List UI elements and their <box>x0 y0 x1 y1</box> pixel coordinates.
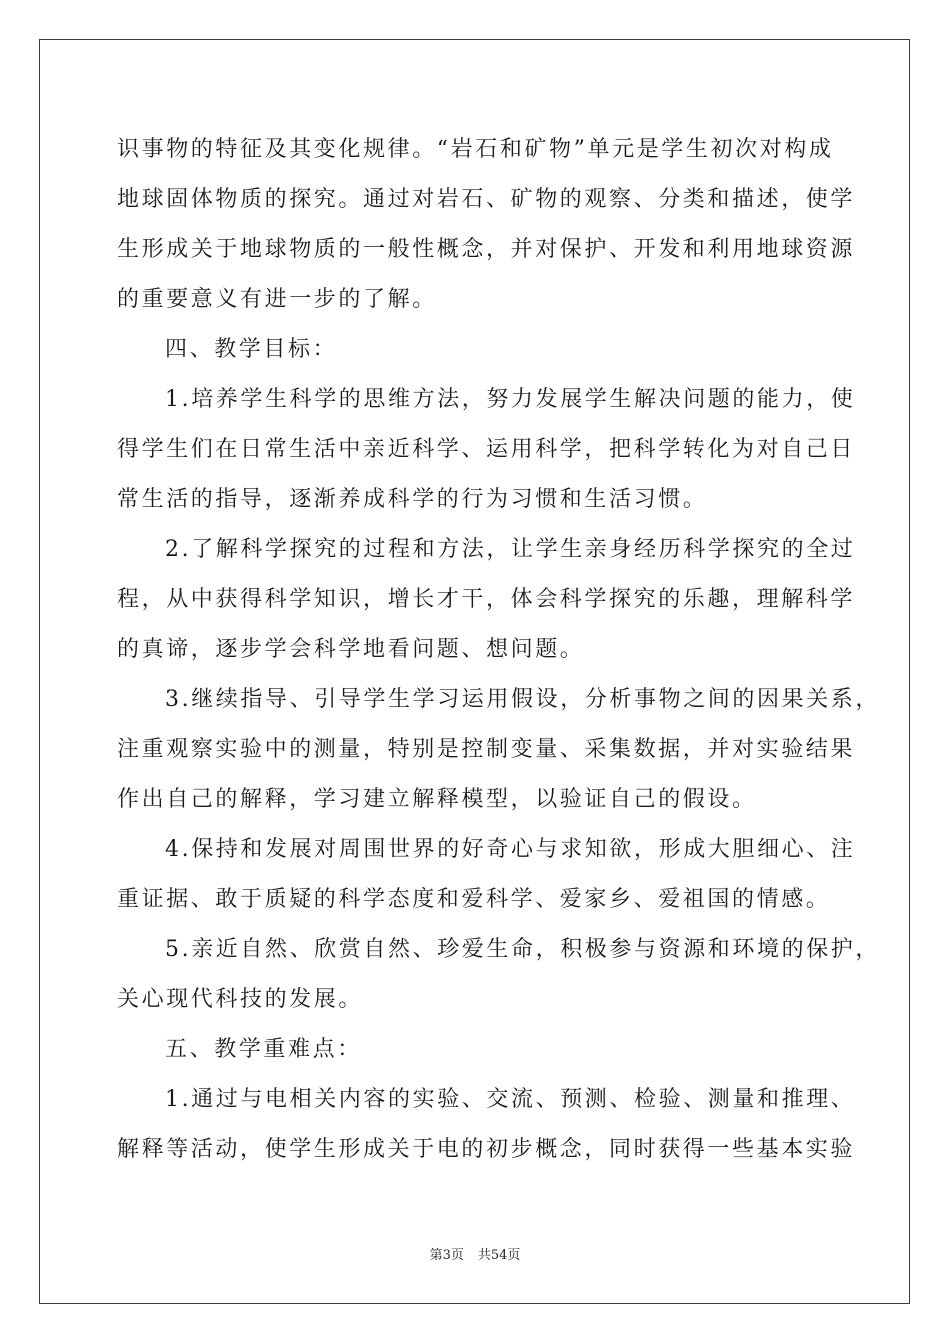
page-total: 共54页 <box>477 1248 521 1263</box>
text-line: 地球固体物质的探究。通过对岩石、矿物的观察、分类和描述，使学 <box>117 187 856 212</box>
text-line: 的重要意义有进一步的了解。 <box>117 287 437 312</box>
text-line: 常生活的指导，逐渐养成科学的行为习惯和生活习惯。 <box>117 487 708 512</box>
text-line: 2.了解科学探究的过程和方法，让学生亲身经历科学探究的全过 <box>165 537 856 562</box>
text-line: 5.亲近自然、欣赏自然、珍爱生命，积极参与资源和环境的保护， <box>165 937 880 962</box>
text-line: 识事物的特征及其变化规律。“岩石和矿物”单元是学生初次对构成 <box>117 137 834 162</box>
text-line: 4.保持和发展对周围世界的好奇心与求知欲，形成大胆细心、注 <box>165 837 856 862</box>
text-line: 关心现代科技的发展。 <box>117 987 364 1012</box>
text-line: 解释等活动，使学生形成关于电的初步概念，同时获得一些基本实验 <box>117 1137 856 1162</box>
text-line: 1.通过与电相关内容的实验、交流、预测、检验、测量和推理、 <box>165 1087 856 1112</box>
document-body <box>117 125 880 1175</box>
text-line: 作出自己的解释，学习建立解释模型，以验证自己的假设。 <box>117 787 757 812</box>
text-line: 生形成关于地球物质的一般性概念，并对保护、开发和利用地球资源 <box>117 237 856 262</box>
page-footer <box>0 1244 950 1263</box>
text-line: 得学生们在日常生活中亲近科学、运用科学，把科学转化为对自己日 <box>117 437 856 462</box>
text-line: 五、教学重难点： <box>165 1037 362 1062</box>
text-line: 1.培养学生科学的思维方法，努力发展学生解决问题的能力，使 <box>165 387 856 412</box>
text-line: 四、教学目标： <box>165 337 338 362</box>
text-line: 注重观察实验中的测量，特别是控制变量、采集数据，并对实验结果 <box>117 737 856 762</box>
text-line: 3.继续指导、引导学生学习运用假设，分析事物之间的因果关系， <box>165 687 880 712</box>
text-line: 的真谛，逐步学会科学地看问题、想问题。 <box>117 637 585 662</box>
page-number: 第3页 <box>429 1248 464 1263</box>
text-line: 程，从中获得科学知识，增长才干，体会科学探究的乐趣，理解科学 <box>117 587 856 612</box>
text-line: 重证据、敢于质疑的科学态度和爱科学、爱家乡、爱祖国的情感。 <box>117 887 831 912</box>
